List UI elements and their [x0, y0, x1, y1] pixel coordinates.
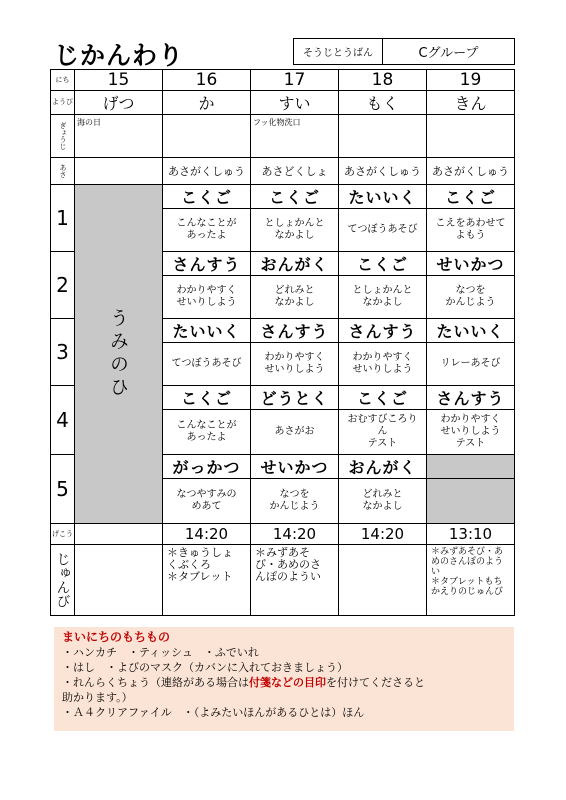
- belongings-line: ・Ａ４クリアファイル ・（よみたいほんがあるひとは）ほん: [62, 706, 365, 719]
- subject-cell: たいいく: [163, 319, 251, 343]
- subject-cell: こくご: [339, 386, 427, 410]
- prep-line: ＊タブレットもち: [431, 577, 503, 587]
- prep-line: い: [431, 567, 441, 577]
- description-cell: [339, 276, 427, 319]
- subject-cell: [427, 455, 515, 479]
- subject-cell: おんがく: [339, 455, 427, 479]
- description-cell: [163, 276, 251, 319]
- subject-cell: おんがく: [251, 252, 339, 276]
- description-line: テスト: [367, 438, 398, 449]
- event-cell: [339, 115, 427, 158]
- cleaning-duty-label: そうじとうばん: [294, 39, 383, 64]
- description-line: かんじよう: [445, 297, 496, 308]
- weekday-cell: きん: [427, 91, 515, 115]
- description-line: せいりしよう: [264, 364, 325, 375]
- description-line: ん: [377, 426, 388, 437]
- row-label-text: あさ: [59, 164, 67, 178]
- description-cell: [163, 479, 251, 524]
- description-line: わかりやすく: [264, 352, 325, 363]
- description-cell: [251, 209, 339, 252]
- row-label-text: ようび: [52, 98, 73, 106]
- description-line: こんなことが: [176, 218, 237, 229]
- description-line: あったよ: [186, 432, 227, 443]
- description-line: せいりしよう: [176, 297, 237, 308]
- date-cell: 16: [163, 70, 251, 91]
- belongings-highlight: 付箋などの目印: [249, 676, 326, 689]
- daily-belongings: [54, 627, 514, 731]
- description-cell: [251, 479, 339, 524]
- prep-cell: [163, 545, 251, 616]
- description-cell: [163, 209, 251, 252]
- subject-cell: こくご: [163, 386, 251, 410]
- description-cell: [339, 410, 427, 455]
- prep-line: ＊みずあそび・あ: [431, 547, 504, 557]
- prep-line: ＊きゅうしょ: [167, 546, 233, 559]
- row-label-text: にち: [55, 75, 70, 84]
- description-cell: [163, 343, 251, 386]
- subject-cell: さんすう: [427, 386, 515, 410]
- prep-line: くぶくろ: [167, 558, 211, 571]
- prep-line: んぽのようい: [255, 570, 321, 583]
- cleaning-duty-box: [293, 38, 515, 65]
- description-line: てつぼうあそび: [347, 224, 418, 235]
- event-cell: [163, 115, 251, 158]
- row-label-morning: [51, 158, 75, 185]
- description-line: なかよし: [274, 297, 315, 308]
- subject-cell: こくご: [251, 185, 339, 209]
- description-line: としょかんと: [264, 218, 325, 229]
- belongings-line: 助かります。）: [62, 691, 133, 704]
- belongings-text: ・れんらくちょう（連絡がある場合は: [62, 676, 249, 689]
- subject-cell: こくご: [163, 185, 251, 209]
- row-label-dismissal: [51, 524, 75, 545]
- description-cell: [427, 276, 515, 319]
- subject-cell: たいいく: [427, 319, 515, 343]
- weekday-cell: か: [163, 91, 251, 115]
- row-label-text: じゅんび: [54, 552, 71, 608]
- prep-line: び・あめのさ: [255, 558, 321, 571]
- holiday-label: うみのひ: [107, 308, 129, 400]
- period-number: 5: [51, 455, 75, 524]
- description-line: なかよし: [362, 297, 403, 308]
- belongings-heading: まいにちのもちもの: [62, 630, 171, 644]
- description-cell: [427, 343, 515, 386]
- subject-cell: こくご: [339, 252, 427, 276]
- description-line: どれみと: [274, 285, 315, 296]
- description-line: わかりやすく: [440, 414, 501, 425]
- description-line: なつやすみの: [176, 489, 237, 500]
- description-line: よもう: [455, 230, 486, 241]
- prep-line: めのさんぽのよう: [431, 557, 504, 567]
- description-line: どれみと: [362, 489, 403, 500]
- row-label-prep: [51, 545, 75, 616]
- description-cell: [163, 410, 251, 455]
- dismissal-time: 13:10: [427, 524, 515, 545]
- description-line: リレーあそび: [440, 358, 501, 369]
- description-cell: [251, 276, 339, 319]
- cleaning-duty-value: Cグループ: [418, 46, 479, 61]
- morning-cell: [75, 158, 163, 185]
- subject-cell: さんすう: [163, 252, 251, 276]
- description-cell: [339, 209, 427, 252]
- description-line: おむすびころり: [347, 414, 418, 425]
- description-cell: [427, 209, 515, 252]
- period-number: 4: [51, 386, 75, 455]
- weekday-cell: げつ: [75, 91, 163, 115]
- dismissal-time: 14:20: [339, 524, 427, 545]
- subject-cell: さんすう: [339, 319, 427, 343]
- row-label-date: [51, 70, 75, 91]
- description-line: あさがお: [274, 426, 315, 437]
- date-cell: 19: [427, 70, 515, 91]
- date-cell: 18: [339, 70, 427, 91]
- description-line: めあて: [191, 501, 222, 512]
- subject-cell: さんすう: [251, 319, 339, 343]
- period-number: 2: [51, 252, 75, 319]
- belongings-line: ・はし ・よびのマスク（カバンに入れておきましょう）: [62, 661, 348, 674]
- row-label-events: [51, 115, 75, 158]
- description-line: なつを: [279, 489, 310, 500]
- subject-cell: がっかつ: [163, 455, 251, 479]
- subject-cell: こくご: [427, 185, 515, 209]
- belongings-line: ・ハンカチ ・ティッシュ ・ふでいれ: [62, 646, 259, 659]
- dismissal-time: 14:20: [251, 524, 339, 545]
- description-cell: [427, 479, 515, 524]
- period-number: 1: [51, 185, 75, 252]
- description-line: あったよ: [186, 230, 227, 241]
- description-cell: [251, 410, 339, 455]
- description-line: わかりやすく: [352, 352, 413, 363]
- event-cell: 海の日: [75, 115, 163, 158]
- belongings-line: [62, 675, 506, 690]
- prep-cell: [339, 545, 427, 616]
- subject-cell: せいかつ: [427, 252, 515, 276]
- prep-cell: [251, 545, 339, 616]
- prep-line: ＊みずあそ: [255, 546, 310, 559]
- description-line: わかりやすく: [176, 285, 237, 296]
- description-line: かんじよう: [269, 501, 320, 512]
- prep-cell: [427, 545, 515, 616]
- description-line: てつぼうあそび: [171, 358, 242, 369]
- morning-cell: あさがくしゅう: [427, 158, 515, 185]
- description-line: なかよし: [274, 230, 315, 241]
- subject-cell: どうとく: [251, 386, 339, 410]
- row-label-weekday: [51, 91, 75, 115]
- event-cell: [427, 115, 515, 158]
- row-label-text: げこう: [52, 529, 73, 538]
- belongings-text: を付けてくださると: [326, 676, 425, 689]
- page-title: じかんわり: [54, 41, 185, 70]
- description-line: こんなことが: [176, 420, 237, 431]
- description-line: としょかんと: [352, 285, 413, 296]
- subject-cell: せいかつ: [251, 455, 339, 479]
- dismissal-time: [75, 524, 163, 545]
- morning-cell: あさがくしゅう: [163, 158, 251, 185]
- subject-cell: たいいく: [339, 185, 427, 209]
- description-line: テスト: [455, 438, 486, 449]
- date-cell: 15: [75, 70, 163, 91]
- description-cell: [251, 343, 339, 386]
- description-cell: [339, 479, 427, 524]
- description-cell: [427, 410, 515, 455]
- weekday-cell: もく: [339, 91, 427, 115]
- prep-line: ＊タブレット: [167, 570, 233, 583]
- period-number: 3: [51, 319, 75, 386]
- description-line: なかよし: [362, 501, 403, 512]
- description-line: なつを: [455, 285, 486, 296]
- timetable: [50, 69, 515, 616]
- prep-cell: [75, 545, 163, 616]
- description-line: せいりしよう: [440, 426, 501, 437]
- date-cell: 17: [251, 70, 339, 91]
- description-cell: [339, 343, 427, 386]
- weekday-cell: すい: [251, 91, 339, 115]
- description-line: せいりしよう: [352, 364, 413, 375]
- prep-line: かえりのじゅんび: [431, 587, 504, 597]
- morning-cell: あさどくしょ: [251, 158, 339, 185]
- description-line: こえをあわせて: [435, 218, 506, 229]
- dismissal-time: 14:20: [163, 524, 251, 545]
- event-cell: フッ化物洗口: [251, 115, 339, 158]
- holiday-cell: [75, 185, 163, 524]
- morning-cell: あさがくしゅう: [339, 158, 427, 185]
- row-label-text: ぎょうじ: [59, 122, 67, 150]
